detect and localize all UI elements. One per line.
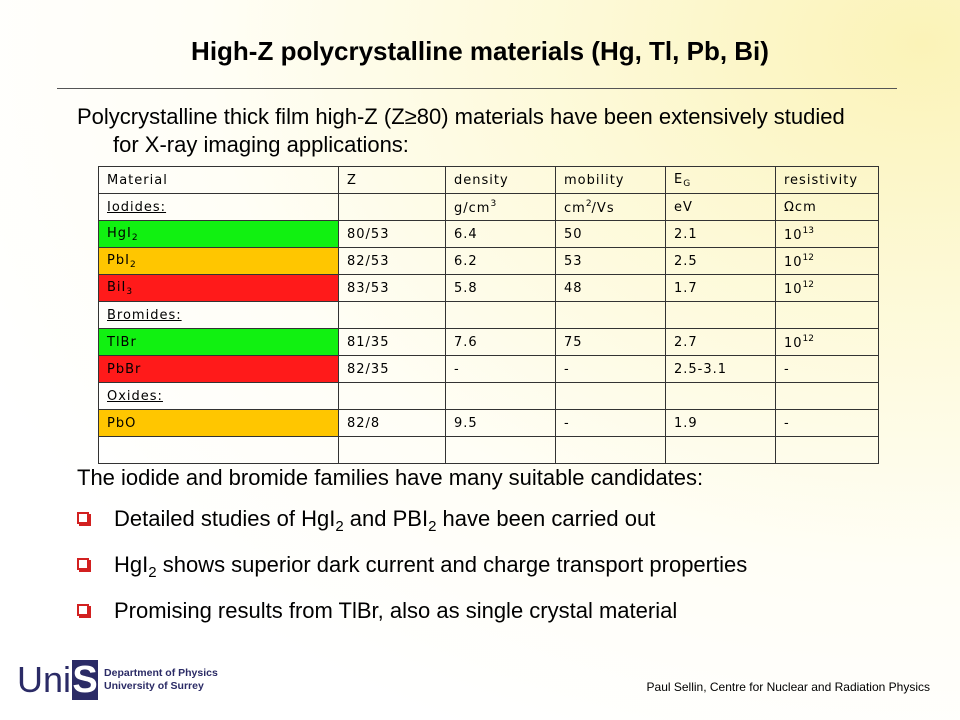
bullet-text: HgI	[114, 552, 149, 577]
cell-z: 81/35	[339, 329, 446, 356]
summary-bullets	[77, 505, 837, 635]
header-density: density	[446, 167, 556, 194]
list-item	[77, 597, 837, 624]
title-divider	[57, 88, 897, 89]
material-tlbr: TlBr	[99, 329, 339, 356]
units-density-base: g/cm	[454, 200, 491, 216]
empty-cell	[776, 437, 879, 464]
res-base: 10	[784, 281, 803, 297]
checkbox-bullet-icon	[77, 558, 89, 570]
material-pbbr: PbBr	[99, 356, 339, 383]
cell-z: 83/53	[339, 275, 446, 302]
empty-cell	[556, 383, 666, 410]
bullet-text: shows superior dark current and charge transport properties	[156, 552, 748, 577]
cell-resistivity	[776, 248, 879, 275]
logo-wordmark: Uni	[17, 659, 72, 700]
table-row	[99, 302, 879, 329]
checkbox-bullet-icon	[77, 604, 89, 616]
empty-cell	[446, 383, 556, 410]
empty-cell	[446, 437, 556, 464]
header-material: Material	[99, 167, 339, 194]
bullet-text: Promising results from TlBr, also as single crystal material	[114, 598, 678, 623]
table-row	[99, 221, 879, 248]
empty-cell	[776, 383, 879, 410]
empty-cell	[666, 302, 776, 329]
material-pbo: PbO	[99, 410, 339, 437]
cell-mobility: 75	[556, 329, 666, 356]
table-row	[99, 383, 879, 410]
cell-density: 7.6	[446, 329, 556, 356]
bullet-sub: 2	[148, 564, 157, 581]
units-mobility-tail: /Vs	[591, 200, 615, 216]
units-mobility-base: cm	[564, 200, 586, 216]
cell-resistivity	[776, 221, 879, 248]
university-logo	[17, 660, 218, 700]
table-row	[99, 275, 879, 302]
header-z: Z	[339, 167, 446, 194]
cell-mobility: -	[556, 410, 666, 437]
table-row-empty	[99, 437, 879, 464]
empty-cell	[446, 302, 556, 329]
footer-credit: Paul Sellin, Centre for Nuclear and Radiation Physics	[646, 680, 930, 694]
table-row	[99, 410, 879, 437]
cell-resistivity	[776, 329, 879, 356]
header-bandgap-main: E	[674, 171, 684, 187]
empty-cell	[556, 437, 666, 464]
cell-density: 9.5	[446, 410, 556, 437]
cell-density: -	[446, 356, 556, 383]
empty-cell	[666, 437, 776, 464]
units-resistivity: Ωcm	[776, 194, 879, 221]
header-resistivity: resistivity	[776, 167, 879, 194]
units-mobility-sup: 2	[585, 198, 592, 209]
materials-table	[98, 166, 879, 464]
summary-lead: The iodide and bromide families have many suitable candidates:	[77, 465, 704, 490]
empty-cell	[339, 302, 446, 329]
cell-bandgap: 2.5	[666, 248, 776, 275]
res-base: 10	[784, 227, 803, 243]
material-hgi2-name: HgI	[107, 225, 132, 241]
bullet-sub: 2	[335, 518, 344, 535]
section-iodides: Iodides:	[99, 194, 339, 221]
section-oxides: Oxides:	[99, 383, 339, 410]
material-bii3-sub: 3	[126, 286, 133, 297]
bullet-text: and PBI	[343, 506, 429, 531]
units-mobility	[556, 194, 666, 221]
res-exp: 13	[802, 225, 814, 236]
units-density-sup: 3	[490, 198, 497, 209]
cell-z: 80/53	[339, 221, 446, 248]
table-row	[99, 248, 879, 275]
cell-bandgap: 2.1	[666, 221, 776, 248]
empty-cell	[776, 302, 879, 329]
material-pbi2	[99, 248, 339, 275]
cell-mobility: 53	[556, 248, 666, 275]
cell-bandgap: 1.9	[666, 410, 776, 437]
cell-density: 6.4	[446, 221, 556, 248]
logo-department: Department of Physics	[104, 667, 218, 679]
material-bii3-name: BiI	[107, 279, 127, 295]
material-hgi2-sub: 2	[131, 232, 138, 243]
section-bromides: Bromides:	[99, 302, 339, 329]
slide-title: High-Z polycrystalline materials (Hg, Tl, Pb, Bi)	[191, 36, 769, 66]
logo-s-block: S	[72, 659, 98, 701]
table-units-row	[99, 194, 879, 221]
units-bandgap: eV	[666, 194, 776, 221]
table-row	[99, 329, 879, 356]
header-bandgap	[666, 167, 776, 194]
header-bandgap-sub: G	[683, 178, 691, 189]
cell-resistivity: -	[776, 356, 879, 383]
material-hgi2	[99, 221, 339, 248]
bullet-text: Detailed studies of HgI	[114, 506, 336, 531]
cell-bandgap: 2.5-3.1	[666, 356, 776, 383]
material-pbi2-name: PbI	[107, 252, 130, 268]
cell-resistivity: -	[776, 410, 879, 437]
units-density	[446, 194, 556, 221]
material-bii3	[99, 275, 339, 302]
checkbox-bullet-icon	[77, 512, 89, 524]
cell-z: 82/53	[339, 248, 446, 275]
res-exp: 12	[802, 279, 814, 290]
cell-mobility: -	[556, 356, 666, 383]
cell-resistivity	[776, 275, 879, 302]
table-header-row	[99, 167, 879, 194]
cell-mobility: 50	[556, 221, 666, 248]
table-row	[99, 356, 879, 383]
cell-mobility: 48	[556, 275, 666, 302]
cell-bandgap: 1.7	[666, 275, 776, 302]
intro-symbol: ≥	[404, 104, 417, 129]
cell-z: 82/35	[339, 356, 446, 383]
empty-cell	[339, 383, 446, 410]
intro-text-a: Polycrystalline thick film high-Z (Z	[77, 104, 405, 129]
empty-cell	[339, 437, 446, 464]
bullet-text: have been carried out	[436, 506, 656, 531]
cell-density: 6.2	[446, 248, 556, 275]
res-exp: 12	[802, 252, 814, 263]
empty-cell	[99, 437, 339, 464]
logo-caption	[104, 667, 218, 693]
empty-cell	[666, 383, 776, 410]
intro-paragraph	[77, 103, 873, 159]
bullet-sub: 2	[428, 518, 437, 535]
res-base: 10	[784, 254, 803, 270]
list-item	[77, 505, 837, 540]
units-z	[339, 194, 446, 221]
list-item	[77, 551, 837, 586]
cell-bandgap: 2.7	[666, 329, 776, 356]
empty-cell	[556, 302, 666, 329]
res-exp: 12	[802, 333, 814, 344]
cell-z: 82/8	[339, 410, 446, 437]
material-pbi2-sub: 2	[129, 259, 136, 270]
intro-text-b: 80) materials have been extensively studied for X-ray imaging applications:	[113, 104, 845, 157]
logo-university: University of Surrey	[104, 680, 204, 692]
res-base: 10	[784, 335, 803, 351]
header-mobility: mobility	[556, 167, 666, 194]
cell-density: 5.8	[446, 275, 556, 302]
